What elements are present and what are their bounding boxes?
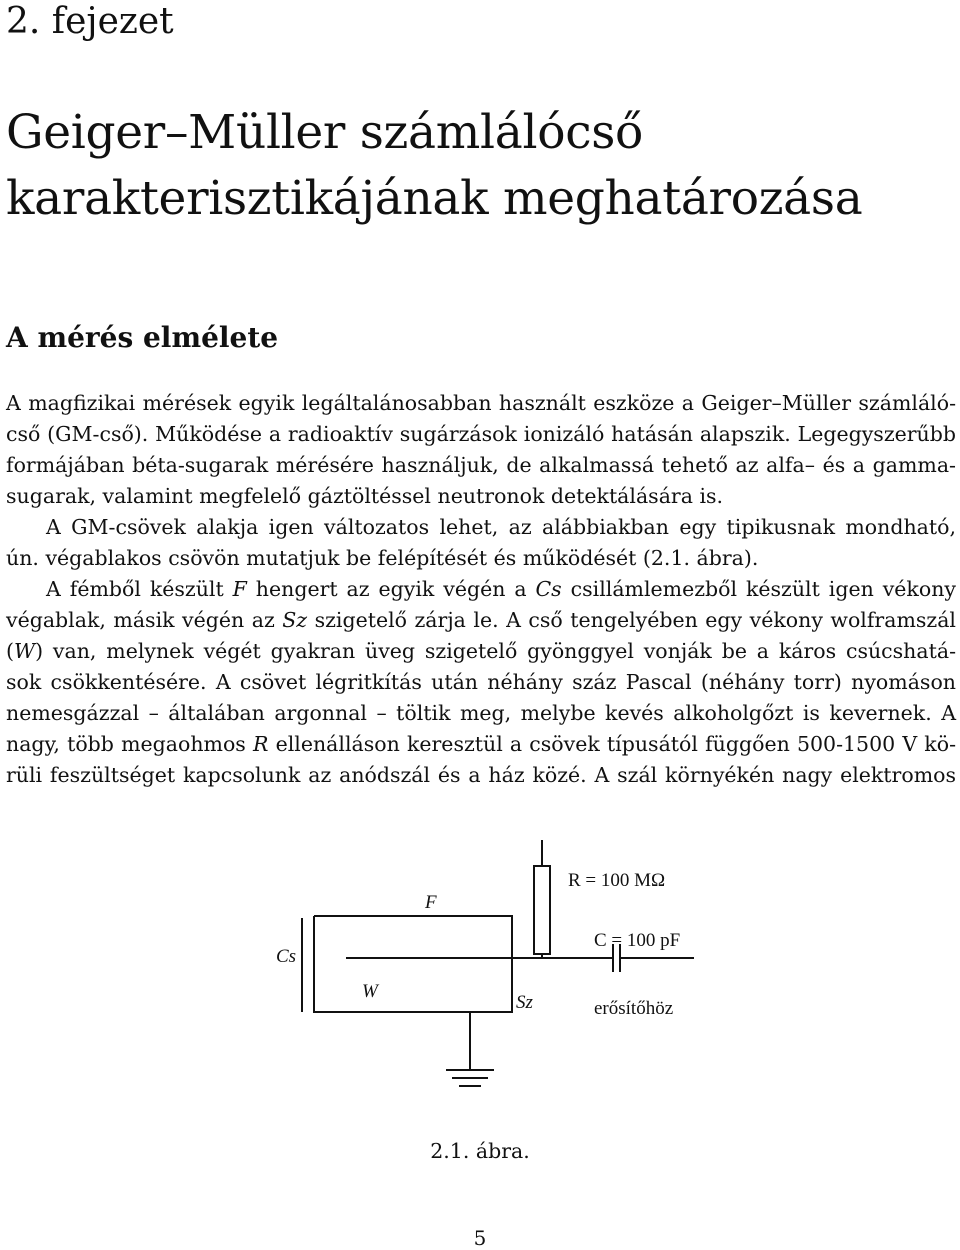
text-line: A magfizikai mérések egyik legáltalánosabban használt eszköze a Geiger–Müller számláló- bbox=[6, 391, 956, 415]
chapter-title bbox=[6, 100, 862, 232]
label-F: F bbox=[425, 892, 437, 913]
label-W: W bbox=[362, 981, 378, 1002]
tube-housing bbox=[314, 916, 512, 1012]
symbol-R: R bbox=[253, 732, 269, 756]
title-line: karakterisztikájának meghatározása bbox=[6, 171, 863, 226]
text-line: cső (GM-cső). Működése a radioaktív sugárzások ionizáló hatásán alapszik. Legegyszerűbb bbox=[6, 422, 956, 446]
title-line: Geiger–Müller számlálócső bbox=[6, 105, 644, 160]
text-line: nemesgázzal – általában argonnal – töltik meg, melybe kevés alkoholgőzt is kevernek. A bbox=[6, 701, 956, 725]
label-amp: erősítőhöz bbox=[594, 998, 674, 1019]
symbol-Sz: Sz bbox=[282, 608, 308, 632]
page-number: 5 bbox=[473, 1226, 487, 1250]
text-line: (W) van, melynek végét gyakran üveg szigetelő gyönggyel vonják be a káros csúcshatá- bbox=[6, 639, 956, 663]
label-C: C = 100 pF bbox=[594, 930, 681, 951]
label-Sz: Sz bbox=[516, 992, 533, 1013]
text-line: ún. végablakos csövön mutatjuk be felépítését és működését (2.1. ábra). bbox=[6, 546, 759, 570]
paragraph-1 bbox=[6, 388, 956, 512]
gm-tube-circuit-diagram bbox=[0, 840, 960, 1140]
text-line: végablak, másik végén az Sz szigetelő zárja le. A cső tengelyében egy vékony wolframszál bbox=[6, 608, 956, 632]
paragraph-2 bbox=[6, 512, 956, 574]
symbol-F: F bbox=[232, 577, 247, 601]
figure-caption: 2.1. ábra. bbox=[430, 1139, 530, 1163]
text-line: formájában béta-sugarak mérésére használjuk, de alkalmassá tehető az alfa– és a gamma- bbox=[6, 453, 956, 477]
section-heading: A mérés elmélete bbox=[6, 321, 279, 354]
label-Cs: Cs bbox=[276, 946, 297, 967]
resistor-body bbox=[534, 866, 550, 954]
symbol-Cs: Cs bbox=[535, 577, 562, 601]
paragraph-3 bbox=[6, 574, 956, 791]
text-line: sok csökkentésére. A csövet légritkítás után néhány száz Pascal (néhány torr) nyomáson bbox=[6, 670, 956, 694]
text-line: rüli feszültséget kapcsolunk az anódszál és a ház közé. A szál környékén nagy elektromos bbox=[6, 763, 956, 787]
text-line: nagy, több megaohmos R ellenálláson keresztül a csövek típusától függően 500-1500 V kö- bbox=[6, 732, 956, 756]
text-line: A GM-csövek alakja igen változatos lehet, az alábbiakban egy tipikusnak mondható, bbox=[46, 515, 956, 539]
text-line: sugarak, valamint megfelelő gáztöltéssel neutronok detektálására is. bbox=[6, 484, 724, 508]
text-line: A fémből készült F hengert az egyik végén a Cs csillámlemezből készült igen vékony bbox=[46, 577, 956, 601]
symbol-W: W bbox=[14, 639, 36, 663]
chapter-heading: 2. fejezet bbox=[6, 1, 174, 42]
label-R: R = 100 MΩ bbox=[568, 870, 666, 891]
